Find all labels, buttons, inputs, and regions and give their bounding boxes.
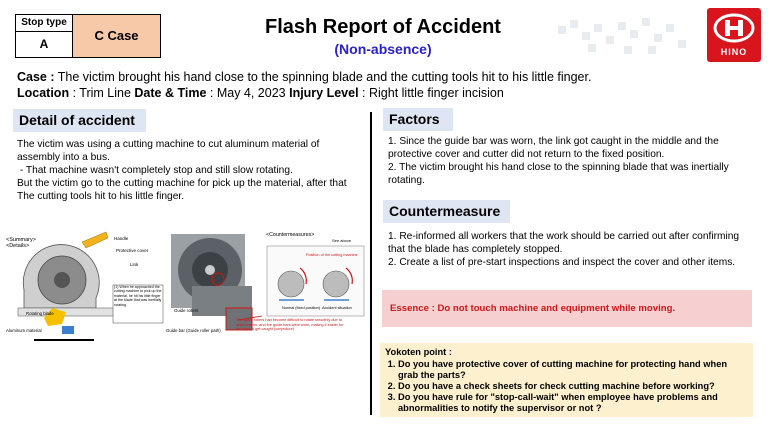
factor-item: 1. Since the guide bar was worn, the link got caught in the middle and the protective cover and cutter did not return to the fixed position. [388, 136, 719, 160]
detail-heading: Detail of accident [13, 109, 146, 132]
guide-bar-label: Guide bar (Guide roller path) [166, 328, 221, 333]
detail-text [17, 138, 365, 203]
factors-text [388, 135, 748, 187]
yokoten-item: 1. Do you have protective cover of cutting machine for protecting hand when grab the parts? [398, 359, 748, 381]
summary-label: <Summary> [6, 237, 36, 243]
stop-type-label: Stop type [16, 15, 73, 32]
decorative-grid [548, 16, 698, 60]
countermeasure-item: 1. Re-informed all workers that the work should be carried out after confirming that the blade has completely stopped. [388, 231, 740, 255]
guide-rollers-label: Guide rollers [174, 308, 199, 313]
case-text: The victim brought his hand close to the spinning blade and the cutting tools hit to his little finger. [54, 70, 592, 84]
aluminum-material-label: Aluminum material [6, 328, 42, 333]
injury-label: Injury Level [289, 86, 359, 100]
hino-emblem-icon [707, 8, 761, 46]
see-above-label: See above [332, 238, 352, 243]
callout-text: (1) When he approached the cutting machine to pick up the material, he hit his little finger at the blade that was inertially rotating. [114, 285, 162, 307]
details-label: <Details> [6, 243, 30, 249]
stop-type-value: A [16, 32, 73, 57]
date-value: : May 4, 2023 [206, 86, 290, 100]
position-label: Position of the cutting machine [306, 253, 358, 257]
machine-photo [171, 234, 252, 316]
location-value: : Trim Line [69, 86, 135, 100]
handle-label: Handle [114, 236, 129, 241]
info-line [17, 86, 504, 100]
case-line [17, 70, 591, 84]
injury-value: : Right little finger incision [358, 86, 504, 100]
hino-logo [707, 8, 761, 62]
yokoten-item: 3. Do you have rule for "stop-call-wait" when employee have problems and abnormalities to notify the supervisor or not ? [398, 392, 748, 414]
red-note: The guide rollers had become difficult to rotate smoothly due to deterioration, and the guide bars were worn, making it easier for the links to get caught (conjecture) [236, 318, 344, 332]
yokoten-item: 2. Do you have a check sheets for check cutting machine before working? [398, 381, 748, 392]
stop-type-table [15, 14, 161, 58]
factor-item: 2. The victim brought his hand close to the spinning blade that was inertially rotating. [388, 162, 729, 186]
factors-heading: Factors [383, 108, 453, 131]
yokoten-list [398, 359, 748, 414]
yokoten-title: Yokoten point : [385, 347, 452, 357]
accident-situation-label: Accident situation [322, 306, 352, 310]
rotating-blade-label: Rotating blade [26, 311, 54, 316]
normal-label: Normal (fixed position) [282, 306, 320, 310]
vertical-divider [370, 112, 372, 415]
detail-line: But the victim go to the cutting machine for pick up the material, after that The cutting tools hit to his little finger. [17, 178, 347, 202]
case-badge: C Case [73, 15, 160, 57]
countermeasure-text [388, 230, 750, 269]
link-label: Link [130, 262, 139, 267]
accident-diagram [4, 228, 368, 346]
countermeasure-item: 2. Create a list of pre-start inspections and inspect the cover and other items. [388, 257, 736, 268]
countermeasure-heading: Countermeasure [383, 200, 510, 223]
detail-line: - That machine wasn't completely stop and still slow rotating. [17, 165, 293, 176]
countermeasures-label: <Countermeasures> [266, 232, 315, 238]
protective-cover-label: Protective cover [116, 248, 149, 253]
essence-banner: Essence : Do not touch machine and equipment while moving. [382, 290, 752, 327]
cutting-machine-sketch [18, 232, 128, 340]
yokoten-box [380, 343, 753, 417]
case-label: Case : [17, 70, 55, 84]
page-subtitle: (Non-absence) [334, 41, 432, 57]
hino-logo-text: HINO [720, 47, 748, 57]
location-label: Location [17, 86, 70, 100]
page-title: Flash Report of Accident [265, 16, 501, 38]
date-label: Date & Time [134, 86, 207, 100]
detail-line: The victim was using a cutting machine to cut aluminum material of assembly into a bus. [17, 139, 320, 163]
